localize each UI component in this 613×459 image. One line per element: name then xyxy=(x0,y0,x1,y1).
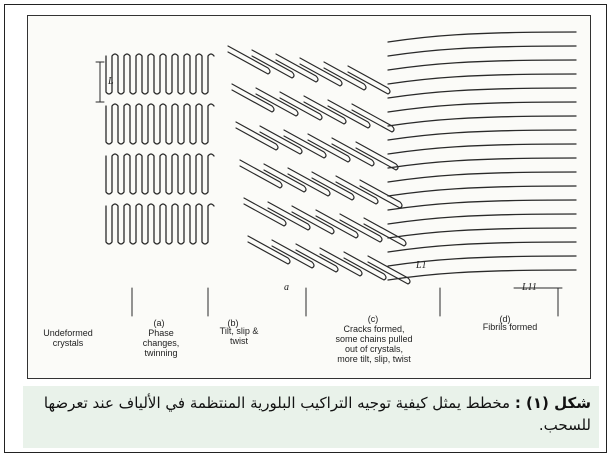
lamella-row-2 xyxy=(106,104,214,144)
tilted-block-4 xyxy=(240,160,402,208)
fibril-6 xyxy=(388,102,576,112)
fibril-18 xyxy=(388,270,576,280)
phase-changes-label: Phase changes, twinning xyxy=(142,328,180,358)
fibril-5 xyxy=(388,88,576,98)
fibril-15 xyxy=(388,228,576,238)
stage-d-letter: (d) xyxy=(499,314,511,324)
small-mark-label: a xyxy=(284,282,289,293)
fibril-1 xyxy=(388,32,576,42)
fibril-12 xyxy=(388,186,576,196)
fibril-14 xyxy=(388,214,576,224)
fibril-16 xyxy=(388,242,576,252)
fibril-13 xyxy=(388,200,576,210)
fibrils-formed-label: Fibrils formed xyxy=(482,322,538,332)
diagram-panel xyxy=(27,15,591,379)
fibril-11 xyxy=(388,172,576,182)
tilted-block-6 xyxy=(248,236,410,284)
fibril-8 xyxy=(388,130,576,140)
fibril-7 xyxy=(388,116,576,126)
figure-caption xyxy=(23,386,599,448)
fibril-9 xyxy=(388,144,576,154)
fibril-2 xyxy=(388,46,576,56)
stage-b-letter: (b) xyxy=(227,318,239,328)
undeformed-crystals-label: Undeformed crystals xyxy=(43,328,93,348)
tilted-block-1 xyxy=(228,46,390,94)
stage-a-letter: (a) xyxy=(153,318,165,328)
fibril-3 xyxy=(388,60,576,70)
tilted-block-3 xyxy=(236,122,398,170)
figure-frame xyxy=(4,4,607,453)
lamella-dimension-mark xyxy=(96,62,104,102)
fibril-4 xyxy=(388,74,576,84)
cracks-formed-label: Cracks formed, some chains pulled out of crystals, more tilt, slip, twist xyxy=(335,324,413,364)
tilt-slip-twist-label: Tilt, slip & twist xyxy=(219,326,259,346)
lamella-row-3 xyxy=(106,154,214,194)
fibril-10 xyxy=(388,158,576,168)
fibril-period-label: L11 xyxy=(522,282,537,293)
tilted-block-5 xyxy=(244,198,406,246)
caption-text: مخطط يمثل كيفية توجيه التراكيب البلورية المنتظمة في الألياف عند تعرضها للسحب. xyxy=(43,394,591,434)
caption-label: شكل (١) : xyxy=(514,394,591,412)
lamella-row-4 xyxy=(106,204,214,244)
lamella-thickness-label: L xyxy=(108,76,114,87)
lamella-row-1 xyxy=(106,54,214,94)
tilted-lamella-label: L1 xyxy=(416,260,427,271)
stage-c-letter: (c) xyxy=(367,314,379,324)
tilted-block-2 xyxy=(232,84,394,132)
